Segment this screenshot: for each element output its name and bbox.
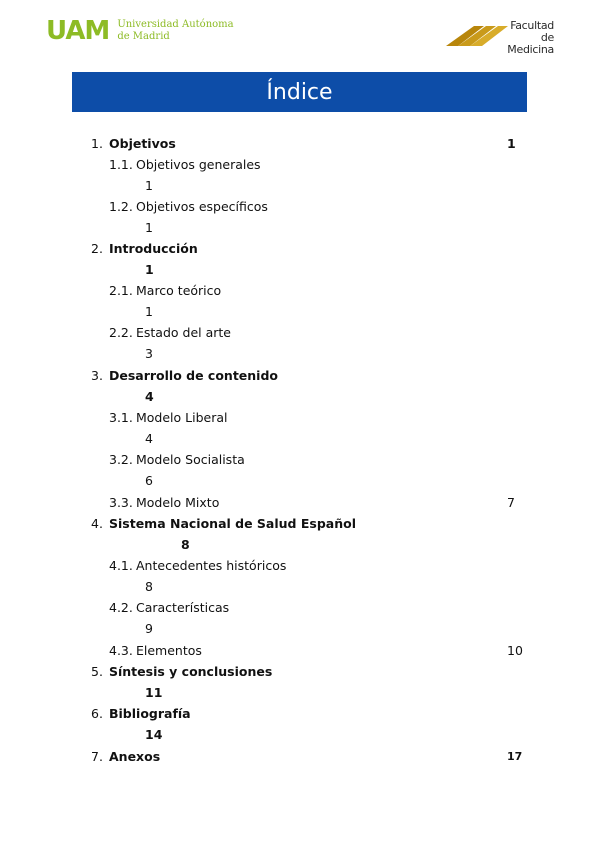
toc-label: Síntesis y conclusiones (109, 664, 273, 679)
toc-num: 3.1. (109, 410, 133, 425)
toc-label: Anexos (109, 749, 161, 764)
toc-label: Sistema Nacional de Salud Español (109, 516, 356, 531)
toc-page: 10 (507, 643, 523, 658)
toc-page: 14 (145, 727, 163, 742)
uam-logo (46, 16, 234, 46)
toc-label: Desarrollo de contenido (109, 368, 279, 383)
faculty-logo-text (506, 20, 554, 56)
toc-label: Objetivos (109, 136, 176, 151)
toc-label: Bibliografía (109, 706, 191, 721)
toc-num: 4.1. (109, 558, 133, 573)
toc-page: 17 (507, 750, 523, 763)
toc-page: 11 (145, 685, 163, 700)
toc-page: 1 (145, 220, 153, 235)
faculty-line2: de Medicina (507, 31, 554, 56)
toc-page: 6 (145, 473, 153, 488)
toc-page: 7 (507, 495, 515, 510)
toc-page: 8 (181, 537, 190, 552)
toc-page: 1 (145, 178, 153, 193)
uam-logo-text (117, 19, 233, 43)
toc-num: 1.2. (109, 199, 133, 214)
toc-num: 2.2. (109, 325, 133, 340)
faculty-logo (444, 19, 554, 56)
toc-page: 1 (507, 136, 516, 151)
toc-page: 8 (145, 579, 153, 594)
toc-page: 4 (145, 431, 153, 446)
toc-label: Elementos (136, 643, 202, 658)
toc-label: Marco teórico (136, 283, 222, 298)
toc-label: Antecedentes históricos (136, 558, 287, 573)
toc-label: Objetivos generales (136, 157, 261, 172)
toc-num: 3. (91, 368, 103, 383)
toc-num: 3.2. (109, 452, 133, 467)
toc-num: 7. (91, 749, 103, 764)
faculty-swoosh-icon (444, 22, 510, 48)
toc-label: Modelo Mixto (136, 495, 220, 510)
toc-num: 2.1. (109, 283, 133, 298)
uam-logo-mark: UAM (46, 16, 110, 46)
toc-label: Introducción (109, 241, 198, 256)
toc-num: 4. (91, 516, 103, 531)
toc-page: 3 (145, 346, 153, 361)
toc-label: Estado del arte (136, 325, 231, 340)
toc-page: 4 (145, 389, 154, 404)
toc-page: 1 (145, 262, 154, 277)
toc-page: 1 (145, 304, 153, 319)
toc-label: Características (136, 600, 230, 615)
toc-num: 4.3. (109, 643, 133, 658)
page-title: Índice (266, 80, 333, 105)
toc-num: 3.3. (109, 495, 133, 510)
toc-label: Modelo Liberal (136, 410, 228, 425)
toc-label: Modelo Socialista (136, 452, 245, 467)
faculty-line1: Facultad (510, 19, 554, 32)
index-title-bar (72, 72, 527, 112)
toc-num: 1. (91, 136, 103, 151)
toc-num: 2. (91, 241, 103, 256)
uam-name-line1: Universidad Autónoma (117, 19, 234, 30)
toc-num: 1.1. (109, 157, 133, 172)
toc-label: Objetivos específicos (136, 199, 268, 214)
toc-page: 9 (145, 621, 153, 636)
toc-num: 6. (91, 706, 103, 721)
toc-num: 5. (91, 664, 103, 679)
toc-num: 4.2. (109, 600, 133, 615)
uam-name-line2: de Madrid (117, 31, 170, 42)
